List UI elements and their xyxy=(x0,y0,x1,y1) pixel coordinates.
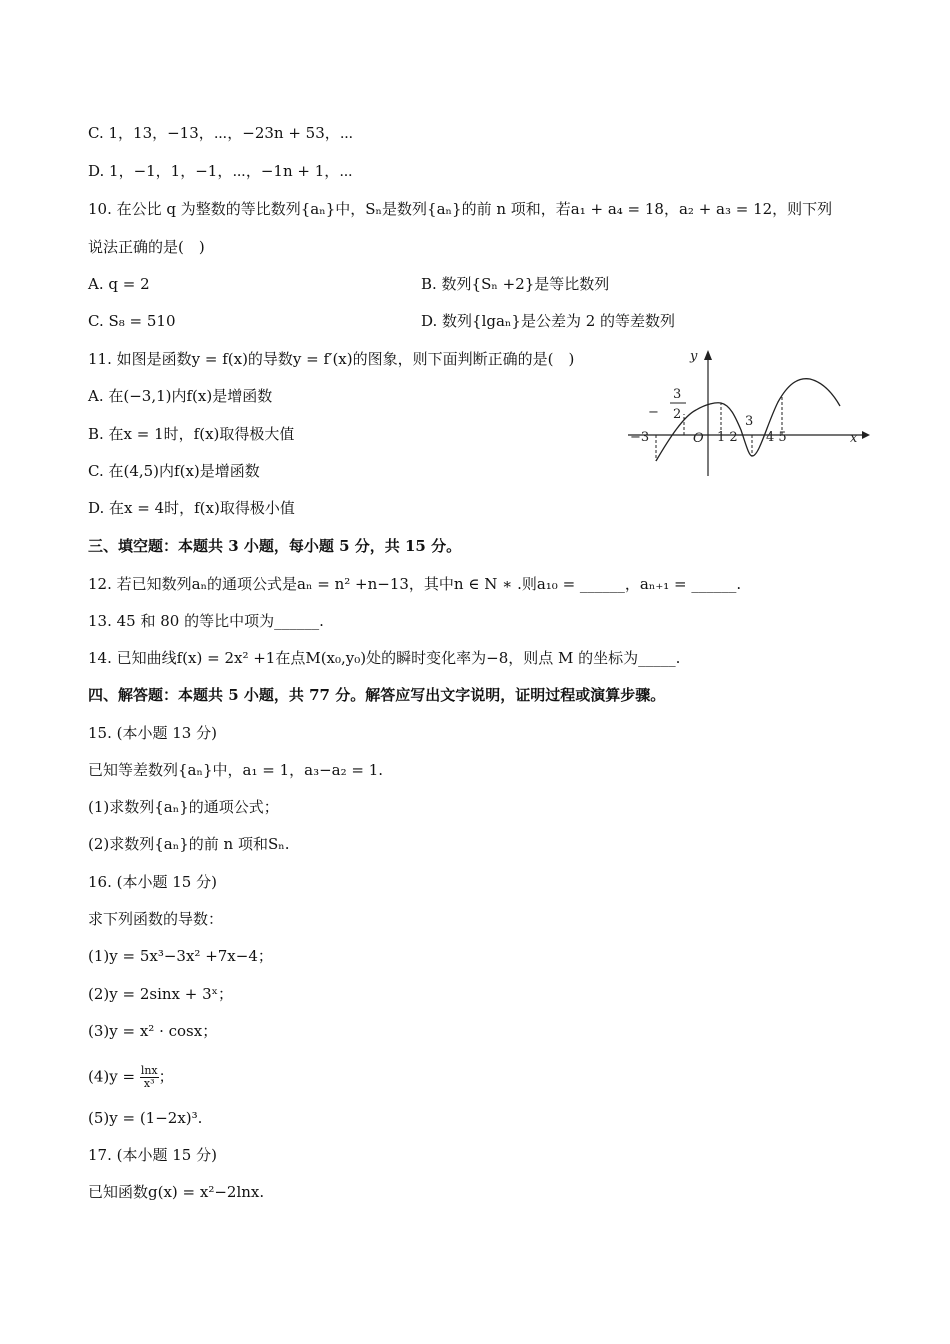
tick-3: 3 xyxy=(745,414,754,429)
q16-part2: (2)y = 2sinx + 3ˣ； xyxy=(88,985,233,1003)
q16-title: 16. (本小题 15 分) xyxy=(88,873,217,891)
q13-text: 13. 45 和 80 的等比中项为______. xyxy=(88,612,324,630)
frac-numerator: 3 xyxy=(673,387,682,402)
q16-part4-suffix: ； xyxy=(158,1067,174,1086)
q15-given: 已知等差数列{aₙ}中，a₁ = 1，a₃−a₂ = 1. xyxy=(88,761,384,779)
q9-option-c: C. 1，13，−13，⋯，−23n + 53，⋯ xyxy=(88,124,354,142)
frac-denominator: 2 xyxy=(673,407,682,422)
q15-part2: (2)求数列{aₙ}的前 n 项和Sₙ. xyxy=(88,835,290,853)
q16-part4-prefix: (4)y = xyxy=(88,1067,140,1086)
q16-part4-fraction xyxy=(140,1065,159,1090)
q11-option-a: A. 在(−3,1)内f(x)是增函数 xyxy=(88,387,273,405)
q12-text: 12. 若已知数列aₙ的通项公式是aₙ = n² +n−13，其中n ∈ N ∗ .则a₁₀ = ______，aₙ₊₁ = ______. xyxy=(88,575,742,593)
x-axis-label: x xyxy=(850,431,858,446)
q10-option-d: D. 数列{lgaₙ}是公差为 2 的等差数列 xyxy=(421,312,676,330)
tick-neg3: −3 xyxy=(630,430,650,445)
q15-part1: (1)求数列{aₙ}的通项公式； xyxy=(88,798,279,816)
q10-option-c: C. S₈ = 510 xyxy=(88,312,176,330)
section4-heading: 四、解答题：本题共 5 小题，共 77 分。解答应写出文字说明，证明过程或演算步骤。 xyxy=(88,686,666,704)
q17-given: 已知函数g(x) = x²−2lnx. xyxy=(88,1183,265,1201)
q15-title: 15. (本小题 13 分) xyxy=(88,724,217,742)
q16-part1: (1)y = 5x³−3x² +7x−4； xyxy=(88,947,273,965)
q9-option-d: D. 1，−1，1，−1，⋯，−1n + 1，⋯ xyxy=(88,162,353,180)
derivative-graph xyxy=(622,344,870,480)
q16-part5: (5)y = (1−2x)³. xyxy=(88,1109,203,1127)
q16-intro: 求下列函数的导数： xyxy=(88,910,224,928)
q16-part4-numerator: lnx xyxy=(140,1064,158,1077)
q16-part3: (3)y = x² · cosx； xyxy=(88,1022,218,1040)
q11-option-d: D. 在x = 4时，f(x)取得极小值 xyxy=(88,499,295,517)
section3-heading: 三、填空题：本题共 3 小题，每小题 5 分，共 15 分。 xyxy=(88,537,462,555)
q11-option-c: C. 在(4,5)内f(x)是增函数 xyxy=(88,462,260,480)
frac-sign: − xyxy=(648,405,659,420)
q17-title: 17. (本小题 15 分) xyxy=(88,1146,217,1164)
q16-part4-denominator: x³ xyxy=(143,1077,155,1090)
q10-option-b: B. 数列{Sₙ +2}是等比数列 xyxy=(421,275,610,293)
q16-part4 xyxy=(88,1065,174,1090)
origin-label: O xyxy=(693,431,704,446)
q10-stem-line1: 10. 在公比 q 为整数的等比数列{aₙ}中，Sₙ是数列{aₙ}的前 n 项和，若a₁ + a₄ = 18，a₂ + a₃ = 12，则下列 xyxy=(88,200,833,218)
tick-1-2: 1 2 xyxy=(717,430,738,445)
q10-stem-line2: 说法正确的是( ) xyxy=(88,238,205,256)
y-axis-label: y xyxy=(690,349,698,364)
y-axis-arrow xyxy=(704,350,712,360)
x-axis-arrow xyxy=(862,431,870,439)
q11-option-b: B. 在x = 1时，f(x)取得极大值 xyxy=(88,425,295,443)
q11-stem: 11. 如图是函数y = f(x)的导数y = f′(x)的图象，则下面判断正确的是( ) xyxy=(88,350,575,368)
q14-text: 14. 已知曲线f(x) = 2x² +1在点M(x₀,y₀)处的瞬时变化率为−8，则点 M 的坐标为_____. xyxy=(88,649,681,667)
q10-option-a: A. q = 2 xyxy=(88,275,150,293)
tick-4-5: 4 5 xyxy=(766,430,787,445)
